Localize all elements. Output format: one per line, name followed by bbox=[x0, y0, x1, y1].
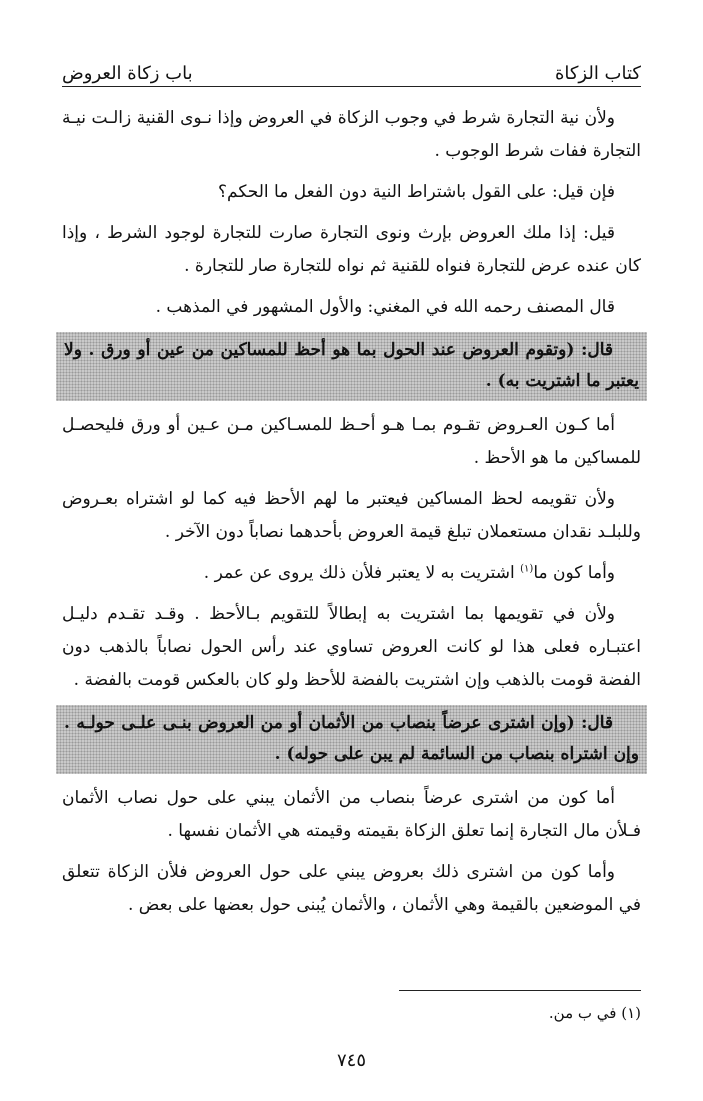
running-header bbox=[62, 48, 641, 84]
chapter-title: باب زكاة العروض bbox=[62, 63, 193, 84]
paragraph: فإن قيل: على القول باشتراط النية دون الفعل ما الحكم؟ bbox=[218, 182, 615, 202]
book-title: كتاب الزكاة bbox=[554, 63, 641, 84]
paragraph: أما كون من اشترى عرضاً بنصاب من الأثمان يبني على حول نصاب الأثمان فـلأن مال التجارة إنما تعلق الزكاة بقيمته وقيمته هي الأثمان نفسها . bbox=[62, 788, 641, 841]
paragraph: وأما كون من اشترى ذلك بعروض يبني على حول العروض فلأن الزكاة تتعلق في الموضعين بالقيمة وهي الأثمان ، والأثمان يُبنى حول بعضها على بعض . bbox=[62, 862, 641, 915]
paragraph: أما كـون العـروض تقـوم بمـا هـو أحـظ للمسـاكين مـن عـين أو ورق فليحصـل للمساكين ما هو الأحظ . bbox=[62, 415, 641, 468]
footnote-rule bbox=[399, 990, 641, 991]
matn-text-highlighted: قال: (وإن اشترى عرضاً بنصاب من الأثمان أو من العروض بنـى علـى حولـه . وإن اشتراه بنصاب من السائمة لم يبن على حوله) . bbox=[56, 705, 647, 774]
paragraph-text: اشتريت به لا يعتبر فلأن ذلك يروى عن عمر . bbox=[203, 563, 515, 583]
paragraph bbox=[62, 557, 641, 590]
paragraph: قال المصنف رحمه الله في المغني: والأول المشهور في المذهب . bbox=[155, 297, 615, 317]
paragraph: ولأن تقويمه لحظ المساكين فيعتبر ما لهم الأحظ فيه كما لو اشتراه بعـروض وللبلـد نقدان مستعملان تبلغ قيمة العروض بأحدهما نصاباً دون الآخر . bbox=[62, 489, 641, 542]
paragraph: ولأن نية التجارة شرط في وجوب الزكاة في العروض وإذا نـوى القنية زالـت نيـة التجارة ففات شرط الوجوب . bbox=[62, 108, 641, 161]
page-number: ٧٤٥ bbox=[336, 1050, 366, 1071]
footnote: (١) في ب من. bbox=[548, 1004, 641, 1022]
matn-text-highlighted: قال: (وتقوم العروض عند الحول بما هو أحظ للمساكين من عين أو ورق . ولا يعتبر ما اشتريت به) . bbox=[56, 332, 647, 401]
paragraph: ولأن في تقويمها بما اشتريت به إبطالاً للتقويم بـالأحظ . وقـد تقـدم دليـل اعتبـاره فعلى هذا لو كانت العروض تساوي عند رأس الحول نصاباً بالذهب دون الفضة قومت بالذهب وإن اشتريت بالفضة للأحظ ولو كان بالعكس قومت بالفضة . bbox=[62, 604, 641, 690]
footnote-marker: (١) bbox=[520, 563, 534, 575]
paragraph-prefix: وأما كون ما bbox=[533, 563, 615, 583]
paragraph: قيل: إذا ملك العروض بإرث ونوى التجارة صارت للتجارة لوجود الشرط ، وإذا كان عنده عرض للتجارة فنواه للقنية ثم نواه للتجارة صار للتجارة . bbox=[62, 223, 641, 276]
header-rule bbox=[62, 86, 641, 87]
page-body bbox=[62, 102, 641, 930]
